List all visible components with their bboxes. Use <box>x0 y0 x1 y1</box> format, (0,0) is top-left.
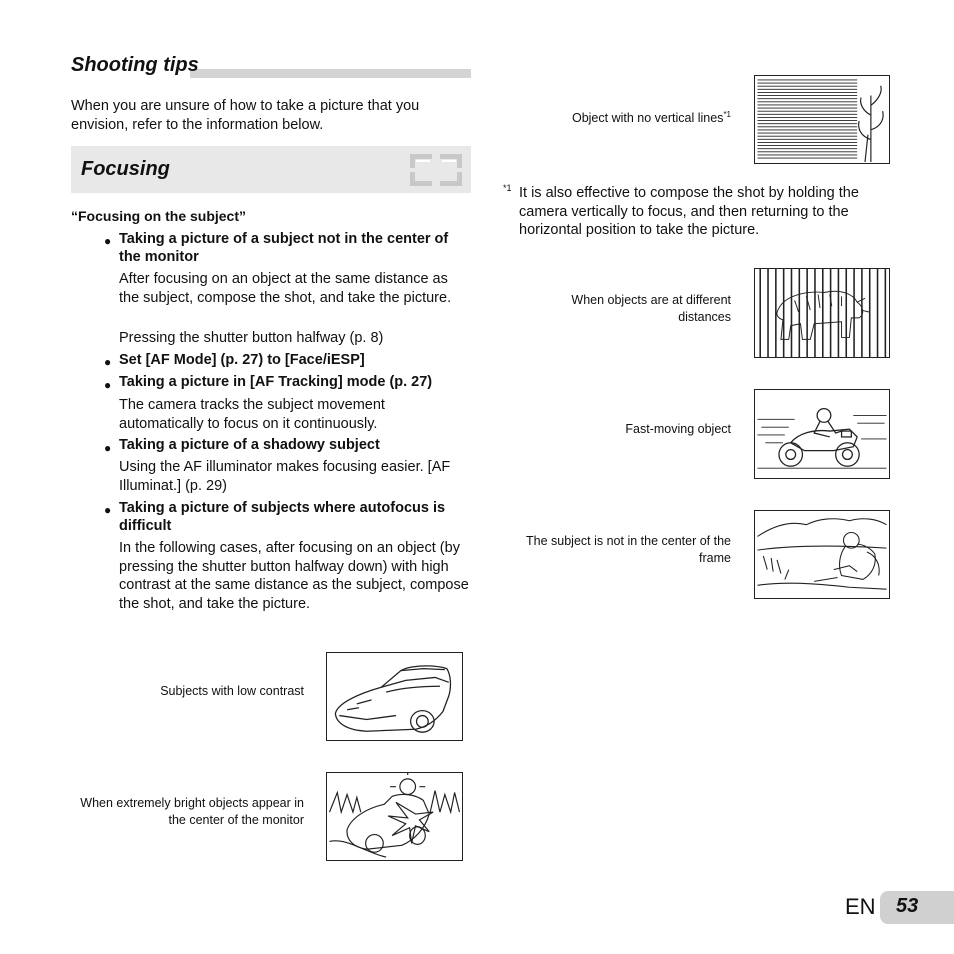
bullet-icon: ● <box>104 355 112 369</box>
bright-objects-car-illustration <box>326 772 463 861</box>
caption-no-vertical-lines-text: Object with no vertical lines <box>571 111 724 126</box>
bullet-body: The camera tracks the subject movement automatically to focus on it continuously. <box>119 397 385 432</box>
focus-frame-icon <box>408 152 464 188</box>
page-number: 53 <box>896 895 919 917</box>
footnote-ref: *1 <box>723 110 731 119</box>
bullet-heading: Taking a picture of a shadowy subject <box>119 437 380 453</box>
horizontal-lines-illustration <box>754 75 890 164</box>
bullet-body: Pressing the shutter button halfway (p. 8) <box>119 330 384 346</box>
footnote-mark: *1 <box>503 183 512 193</box>
caption-no-vertical-lines <box>520 106 731 127</box>
bullet-heading: Set [AF Mode] (p. 27) to [Face/iESP] <box>119 352 365 368</box>
caption-not-center: The subject is not in the center of the frame <box>526 534 731 565</box>
off-center-subject-illustration <box>754 510 890 599</box>
section-title-rule <box>190 69 471 78</box>
caption-fast-moving: Fast-moving object <box>625 422 731 436</box>
bullet-heading: Taking a picture of subjects where autofocus is difficult <box>119 500 446 534</box>
cage-tiger-illustration <box>754 268 890 358</box>
bullet-icon: ● <box>104 503 112 517</box>
footnote-text: It is also effective to compose the shot by holding the camera vertically to focus, and then returning to the horizontal position to take the picture. <box>519 185 859 238</box>
bullet-heading: Taking a picture of a subject not in the center of the monitor <box>119 231 449 265</box>
low-contrast-car-illustration <box>326 652 463 741</box>
caption-different-distances: When objects are at different distances <box>571 293 731 324</box>
motorcycle-illustration <box>754 389 890 479</box>
bullet-heading: Taking a picture in [AF Tracking] mode (p. 27) <box>119 374 433 390</box>
caption-bright-objects: When extremely bright objects appear in the center of the monitor <box>80 796 304 827</box>
bullet-icon: ● <box>104 378 112 392</box>
caption-low-contrast: Subjects with low contrast <box>160 684 304 698</box>
focusing-title: Focusing <box>81 158 170 180</box>
bullet-body: After focusing on an object at the same distance as the subject, compose the shot, and take the picture. <box>119 271 452 306</box>
section-title: Shooting tips <box>71 54 199 76</box>
subject-subhead: “Focusing on the subject” <box>71 208 247 224</box>
bullet-body: Using the AF illuminator makes focusing easier. [AF Illuminat.] (p. 29) <box>119 459 451 494</box>
bullet-icon: ● <box>104 441 112 455</box>
bullet-icon: ● <box>104 234 112 248</box>
intro-text: When you are unsure of how to take a picture that you envision, refer to the information below. <box>71 98 420 133</box>
bullet-body: In the following cases, after focusing on an object (by pressing the shutter button halfway down) with high contrast at the same distance as the subject, compose the shot, and take the picture. <box>119 540 469 612</box>
page-language: EN <box>845 894 876 919</box>
